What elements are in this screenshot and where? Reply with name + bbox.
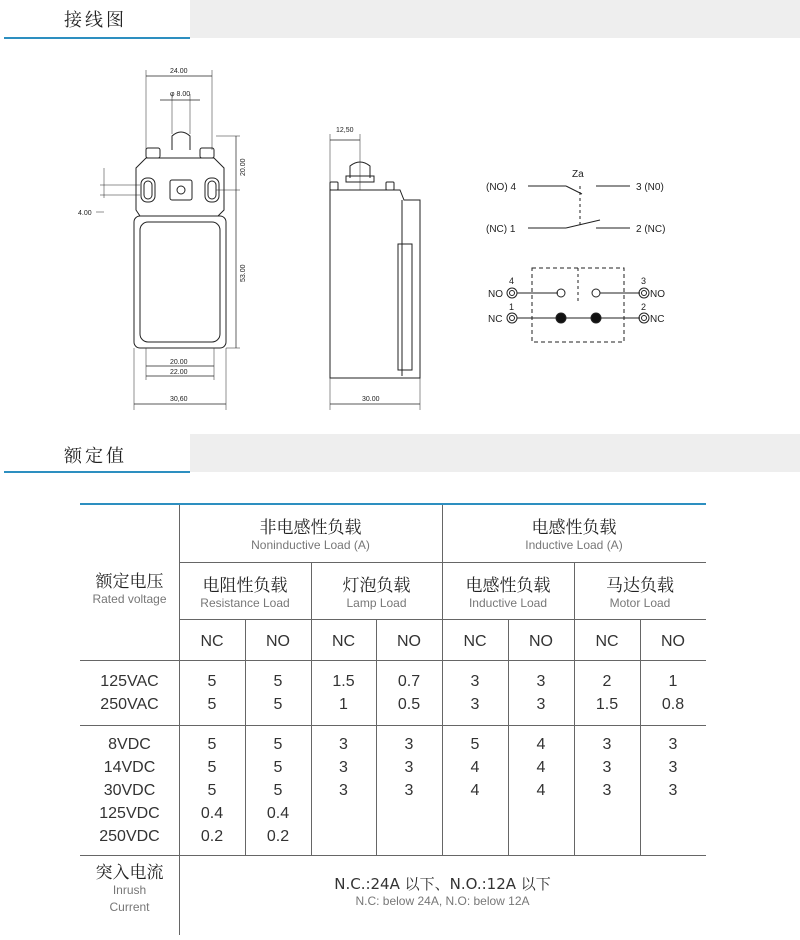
header-band <box>190 0 800 38</box>
value-cell: 3 <box>536 673 546 690</box>
no-header: NO <box>397 633 421 650</box>
dim-24: 24.00 <box>170 68 188 75</box>
dim-3060: 30,60 <box>170 396 188 403</box>
rated-zh: 额定电压 <box>95 572 164 592</box>
grid-line <box>80 855 706 856</box>
inductive-header <box>442 513 706 552</box>
value-cell: 3 <box>339 782 348 799</box>
value-cell: 4 <box>536 782 546 799</box>
grid-line <box>179 505 180 935</box>
inrush-value <box>179 873 706 908</box>
value-cell: 5 <box>273 696 283 713</box>
voltage-cell: 8VDC <box>108 736 151 753</box>
value-cell: 0.4 <box>266 805 290 822</box>
resistance-en: Resistance Load <box>200 596 290 610</box>
inrush-zh: 突入电流 <box>95 863 164 883</box>
nc-header: NC <box>200 633 224 650</box>
header-band <box>190 434 800 472</box>
value-cell: 1 <box>339 696 348 713</box>
noninductive-zh: 非电感性负载 <box>259 518 362 538</box>
label-za: Za <box>572 169 584 180</box>
value-column <box>179 733 245 848</box>
section-header-rating <box>0 434 800 474</box>
value-column <box>442 670 508 716</box>
label-no3: 3 (N0) <box>636 182 664 193</box>
value-column <box>574 733 640 802</box>
value-cell: 5 <box>273 736 283 753</box>
value-cell: 3 <box>602 759 612 776</box>
rated-voltage-header <box>80 567 179 606</box>
inductive-en: Inductive Load (A) <box>525 538 623 552</box>
front-view <box>78 68 247 410</box>
value-column <box>179 670 245 716</box>
nc-header: NC <box>595 633 619 650</box>
value-cell: 5 <box>273 673 283 690</box>
motor-header <box>574 571 706 610</box>
value-cell: 5 <box>273 759 283 776</box>
dim-20v: 20.00 <box>240 158 247 176</box>
t1: 1 <box>509 302 515 312</box>
value-cell: 0.4 <box>200 805 224 822</box>
value-cell: 4 <box>470 759 480 776</box>
wiring-diagram <box>0 40 800 440</box>
dim-20h: 20.00 <box>170 359 188 366</box>
value-cell: 0.8 <box>661 696 685 713</box>
value-cell: 0.7 <box>397 673 421 690</box>
lamp-zh: 灯泡负载 <box>342 576 411 596</box>
voltage-cell: 125VAC <box>100 673 159 690</box>
nc-header: NC <box>463 633 487 650</box>
value-cell: 3 <box>404 782 414 799</box>
value-cell: 5 <box>207 696 217 713</box>
voltage-cell: 30VDC <box>103 782 156 799</box>
t4: 4 <box>509 276 515 286</box>
ac-voltages <box>80 670 179 716</box>
value-column <box>442 733 508 802</box>
value-cell: 3 <box>470 696 480 713</box>
nc-left: NC <box>488 314 503 325</box>
no-header: NO <box>529 633 553 650</box>
value-cell: 1 <box>668 673 678 690</box>
nc-right: NC <box>650 314 665 325</box>
dim-22: 22.00 <box>170 369 188 376</box>
inrush-value-zh: N.C.:24A 以下、N.O.:12A 以下 <box>334 875 551 893</box>
induct-header <box>442 571 574 610</box>
no-right: NO <box>650 289 665 300</box>
grid-line <box>80 725 706 726</box>
value-cell: 3 <box>668 736 678 753</box>
header-underline <box>4 471 190 473</box>
dim-phi8: φ 8.00 <box>170 91 191 98</box>
value-column <box>640 670 706 716</box>
value-cell: 5 <box>207 782 217 799</box>
value-cell: 1.5 <box>595 696 619 713</box>
label-no4: (NO) 4 <box>486 182 516 193</box>
value-cell: 3 <box>668 782 678 799</box>
header-underline <box>4 37 190 39</box>
value-cell: 3 <box>668 759 678 776</box>
inrush-header <box>80 865 179 916</box>
value-column <box>245 733 311 848</box>
value-cell: 2 <box>602 673 612 690</box>
value-column <box>376 670 442 716</box>
value-cell: 3 <box>602 782 612 799</box>
value-cell: 5 <box>207 736 217 753</box>
value-cell: 3 <box>339 736 348 753</box>
value-cell: 1.5 <box>332 673 355 690</box>
value-column <box>508 733 574 802</box>
value-cell: 4 <box>470 782 480 799</box>
dim-1250: 12,50 <box>336 127 354 134</box>
dc-voltages <box>80 733 179 848</box>
voltage-cell: 14VDC <box>103 759 156 776</box>
nc-header: NC <box>331 633 356 650</box>
value-cell: 5 <box>207 759 217 776</box>
value-cell: 5 <box>273 782 283 799</box>
inrush-en: Inrush <box>112 883 147 897</box>
voltage-cell: 125VDC <box>99 805 160 822</box>
voltage-cell: 250VDC <box>99 828 160 845</box>
value-column <box>311 670 376 716</box>
value-cell: 0.2 <box>266 828 290 845</box>
noninductive-en: Noninductive Load (A) <box>251 538 370 552</box>
value-cell: 3 <box>404 759 414 776</box>
value-column <box>245 670 311 716</box>
voltage-cell: 250VAC <box>100 696 159 713</box>
value-column <box>311 733 376 802</box>
value-column <box>376 733 442 802</box>
value-column <box>640 733 706 802</box>
value-cell: 5 <box>470 736 480 753</box>
no-header: NO <box>266 633 290 650</box>
value-cell: 3 <box>602 736 612 753</box>
resistance-header <box>179 571 311 610</box>
t2: 2 <box>641 302 647 312</box>
value-cell: 3 <box>536 696 546 713</box>
dim-53: 53.00 <box>240 264 247 282</box>
contact-symbol <box>486 169 665 235</box>
no-header: NO <box>661 633 685 650</box>
value-cell: 4 <box>536 736 546 753</box>
side-view <box>330 127 420 410</box>
lamp-header <box>311 571 442 610</box>
resistance-zh: 电阻性负载 <box>202 576 288 596</box>
lamp-en: Lamp Load <box>346 596 407 610</box>
rated-en: Rated voltage <box>92 592 167 606</box>
dim-30: 30.00 <box>362 396 380 403</box>
value-cell: 0.5 <box>397 696 421 713</box>
table-top-rule <box>80 503 706 505</box>
value-cell: 3 <box>470 673 480 690</box>
section-header-wiring <box>0 0 800 40</box>
induct-en: Inductive Load <box>468 596 548 610</box>
value-cell: 3 <box>339 759 348 776</box>
terminal-layout <box>488 268 665 342</box>
section-title: 接线图 <box>64 10 127 31</box>
noninductive-header <box>179 513 442 552</box>
grid-line <box>80 660 706 661</box>
value-cell: 0.2 <box>200 828 224 845</box>
inductive-zh: 电感性负载 <box>531 518 617 538</box>
value-column <box>574 670 640 716</box>
no-left: NO <box>488 289 503 300</box>
grid-line <box>179 619 706 620</box>
value-column <box>508 670 574 716</box>
inrush-en: Current <box>109 900 150 914</box>
label-nc2: 2 (NC) <box>636 224 666 235</box>
induct-zh: 电感性负载 <box>465 576 551 596</box>
section-title: 额定值 <box>64 446 127 467</box>
value-cell: 4 <box>536 759 546 776</box>
t3: 3 <box>641 276 647 286</box>
value-cell: 5 <box>207 673 217 690</box>
inrush-value-en: N.C: below 24A, N.O: below 12A <box>355 894 530 908</box>
motor-zh: 马达负载 <box>606 576 674 596</box>
dim-4: 4.00 <box>78 210 92 217</box>
motor-en: Motor Load <box>609 596 671 610</box>
label-nc1: (NC) 1 <box>486 224 516 235</box>
value-cell: 3 <box>404 736 414 753</box>
